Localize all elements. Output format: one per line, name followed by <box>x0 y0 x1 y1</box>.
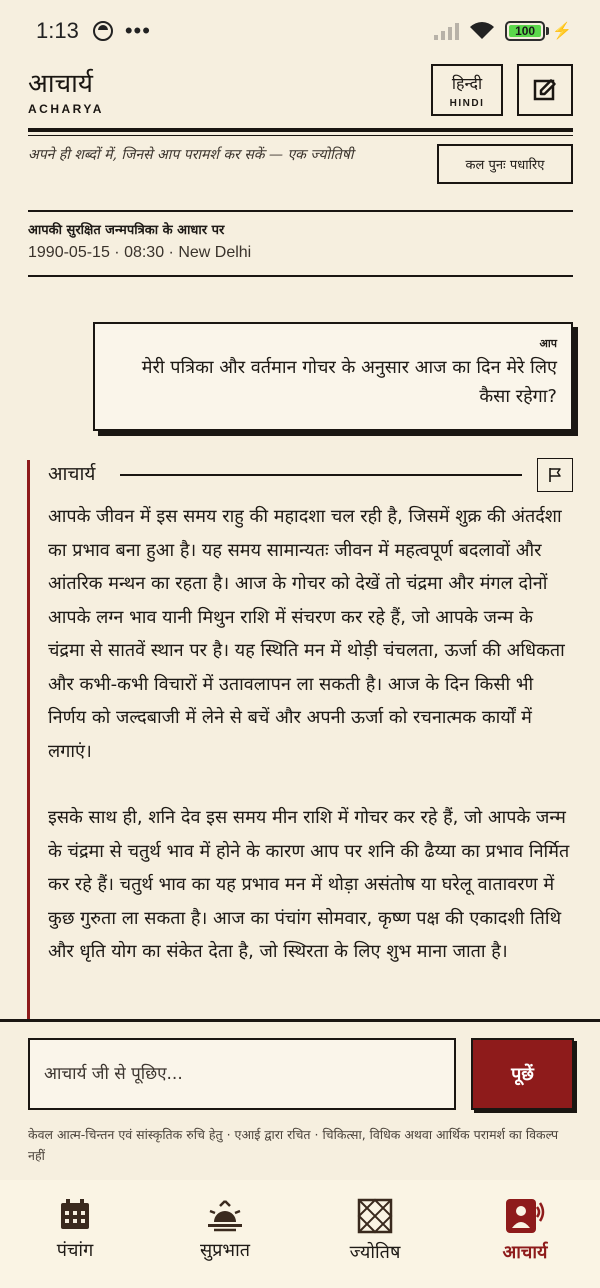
birth-chart-detail: 1990-05-15 · 08:30 · New Delhi <box>28 244 252 261</box>
signal-icon <box>434 22 459 40</box>
more-notifications-icon: ••• <box>124 18 151 43</box>
ask-input[interactable] <box>28 1038 456 1110</box>
disclaimer: केवल आत्म-चिन्तन एवं सांस्कृतिक रुचि हेतु · एआई द्वारा रचित · चिकित्सा, विधिक अथवा आर्थिक परामर्श का विकल्प नहीं <box>28 1127 559 1163</box>
nav-label: सुप्रभात <box>200 1240 250 1261</box>
assistant-name: आचार्य <box>48 463 96 485</box>
app-header <box>28 62 573 134</box>
edit-note-icon <box>532 77 558 103</box>
wifi-icon <box>469 21 495 41</box>
nav-item-acharya[interactable] <box>460 1198 590 1264</box>
battery-icon <box>505 21 572 41</box>
status-time: 1:13 <box>36 18 79 43</box>
sunrise-icon <box>206 1198 244 1232</box>
charging-icon: ⚡ <box>552 23 572 40</box>
nav-label: पंचांग <box>56 1240 94 1261</box>
nav-label: आचार्य <box>502 1242 548 1263</box>
tagline: अपने ही शब्दों में, जिनसे आप परामर्श कर सकें — एक ज्योतिषी <box>28 147 354 163</box>
nav-item-jyotish[interactable] <box>310 1198 440 1264</box>
report-flag-button[interactable] <box>537 458 573 492</box>
language-toggle-button[interactable] <box>431 64 503 116</box>
calendar-icon <box>58 1198 92 1232</box>
birth-chart-label: आपकी सुरक्षित जन्मपत्रिका के आधार पर <box>28 223 225 238</box>
nav-item-panchang[interactable] <box>10 1198 140 1262</box>
header-divider <box>28 128 573 132</box>
divider <box>28 210 573 212</box>
header-divider-thin <box>28 135 573 136</box>
ask-button[interactable]: पूछें <box>471 1038 574 1110</box>
status-bar <box>0 0 600 62</box>
come-back-tomorrow-button[interactable]: कल पुनः पधारिए <box>437 144 573 184</box>
app-subtitle: ACHARYA <box>28 102 104 116</box>
assistant-name-rule <box>120 474 522 476</box>
assistant-paragraph: आपके जीवन में इस समय राहु की महादशा चल रही है, जिसमें शुक्र की अंतर्दशा का प्रभाव बना हुआ है। यह समय सामान्यतः जीवन में महत्वपूर्ण बदलावों और आंतरिक मन्थन का रहता है। आज के गोचर को देखें तो चंद्रमा और मंगल दोनों आपके लग्न भाव यानी मिथुन राशि में संचरण कर रहे हैं, जो आपके जन्म के चंद्रमा से सातवें स्थान पर है। यह स्थिति मन में थोड़ी चंचलता, ऊर्जा की अधिकता और कभी-कभी विचारों में उतावलापन ला सकती है। आज के दिन किसी भी निर्णय को जल्दबाजी में लेने से बचें और अपनी ऊर्जा को रचनात्मक कार्यों में लगाएं। <box>48 506 565 762</box>
user-message-text: मेरी पत्रिका और वर्तमान गोचर के अनुसार आज का दिन मेरे लिए कैसा रहेगा? <box>141 357 557 407</box>
nav-item-suprabhat[interactable] <box>160 1198 290 1262</box>
acharya-speaking-icon <box>504 1198 546 1234</box>
divider <box>28 275 573 277</box>
assistant-message <box>48 500 573 1019</box>
user-message <box>93 322 573 431</box>
battery-level: 100 <box>509 25 541 37</box>
user-label: आप <box>539 337 557 350</box>
app-title: आचार्य <box>28 69 93 99</box>
language-label: हिन्दी <box>451 73 483 93</box>
language-sublabel: HINDI <box>449 97 485 109</box>
flag-icon <box>548 467 562 483</box>
bottom-nav <box>0 1180 600 1288</box>
assistant-paragraph: इसके साथ ही, शनि देव इस समय मीन राशि में गोचर कर रहे हैं, जो आपके जन्म के चंद्रमा से चतुर्थ भाव में होने के कारण आप पर शनि की ढैय्या का प्रभाव निर्मित कर रहे हैं। चतुर्थ भाव का यह प्रभाव मन में थोड़ा असंतोष या घरेलू वातावरण में कुछ गुरुता ला सकता है। आज का पंचांग सोमवार, कृष्ण पक्ष की एकादशी तिथि और धृति योग का संकेत देता है, जो स्थिरता के लिए शुभ माना जाता है। <box>48 807 570 962</box>
new-chat-button[interactable] <box>517 64 573 116</box>
assistant-accent-bar <box>27 460 30 1020</box>
notification-face-icon <box>93 21 113 41</box>
horoscope-grid-icon <box>357 1198 393 1234</box>
nav-label: ज्योतिष <box>349 1242 401 1263</box>
